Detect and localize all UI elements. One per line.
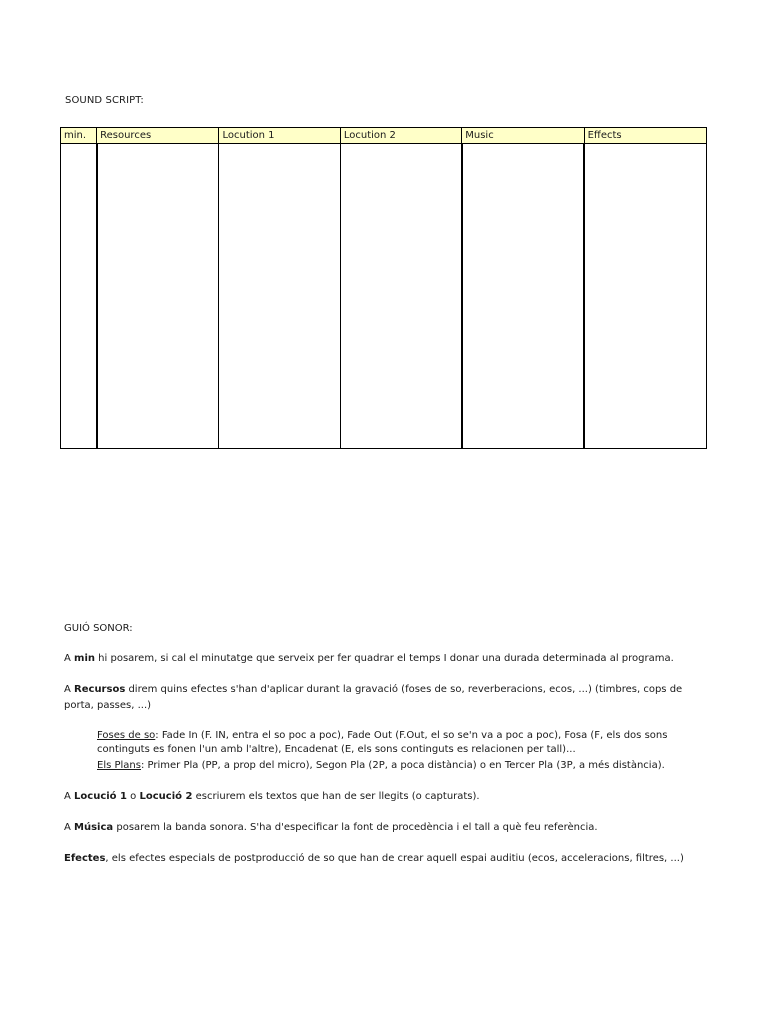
- sound-script-table: [60, 127, 707, 449]
- term-efectes: Efectes: [64, 853, 106, 864]
- paragraph-musica: [64, 820, 704, 836]
- text: hi posarem, si cal el minutatge que serveix per fer quadrar el temps I donar una durada determinada al programa.: [95, 653, 674, 664]
- term-musica: Música: [74, 822, 114, 833]
- term-min: min: [74, 653, 95, 664]
- text: A: [64, 791, 75, 802]
- text: : Primer Pla (PP, a prop del micro), Segon Pla (2P, a poca distància) o en Tercer Pla (3P, a més distància).: [140, 760, 665, 771]
- term-recursos: Recursos: [74, 684, 126, 695]
- column-header-locution-2: Locution 2: [340, 128, 461, 144]
- column-header-min: min.: [61, 128, 97, 144]
- text: o: [127, 791, 140, 802]
- table-header-row: [61, 128, 707, 144]
- cell-music[interactable]: [462, 144, 584, 449]
- cell-min[interactable]: [61, 144, 97, 449]
- term-locucio-2: Locució 2: [139, 791, 193, 802]
- column-header-music: Music: [462, 128, 584, 144]
- text: A: [64, 684, 75, 695]
- paragraph-recursos: [64, 682, 704, 714]
- text: , els efectes especials de postproducció de so que han de crear aquell espai auditiu (ecos, acceleracions, filtres, ...): [105, 853, 684, 864]
- text: A: [64, 653, 75, 664]
- column-header-effects: Effects: [584, 128, 706, 144]
- cell-locution-1[interactable]: [219, 144, 340, 449]
- sound-script-title: SOUND SCRIPT:: [65, 95, 144, 106]
- column-header-resources: Resources: [97, 128, 219, 144]
- table-row: [61, 144, 707, 449]
- column-header-locution-1: Locution 1: [219, 128, 340, 144]
- text: direm quins efectes s'han d'aplicar durant la gravació (foses de so, reverberacions, ecos, ...) (timbres, cops de porta, passes, ...): [64, 684, 683, 711]
- text: escriurem els textos que han de ser llegits (o capturats).: [192, 791, 480, 802]
- term-locucio-1: Locució 1: [74, 791, 127, 802]
- text: : Fade In (F. IN, entra el so poc a poc), Fade Out (F.Out, el so se'n va a poc a poc), Fosa (F, els dos sons continguts es fonen l'un amb l'altre), Encadenat (E, els sons continguts es relacionen per tall)...: [97, 730, 668, 755]
- cell-locution-2[interactable]: [340, 144, 461, 449]
- guio-title: GUIÓ SONOR:: [64, 623, 133, 634]
- paragraph-locucio: [64, 789, 704, 805]
- text: posarem la banda sonora. S'ha d'especificar la font de procedència i el tall a què feu referència.: [113, 822, 598, 833]
- foses-label: Foses de so: [97, 730, 156, 741]
- cell-effects[interactable]: [584, 144, 706, 449]
- paragraph-efectes: [64, 851, 704, 867]
- foses-description: [97, 729, 697, 756]
- text: A: [64, 822, 75, 833]
- plans-label: Els Plans: [97, 760, 141, 771]
- cell-resources[interactable]: [97, 144, 219, 449]
- plans-description: [97, 759, 697, 773]
- paragraph-min: [64, 651, 704, 667]
